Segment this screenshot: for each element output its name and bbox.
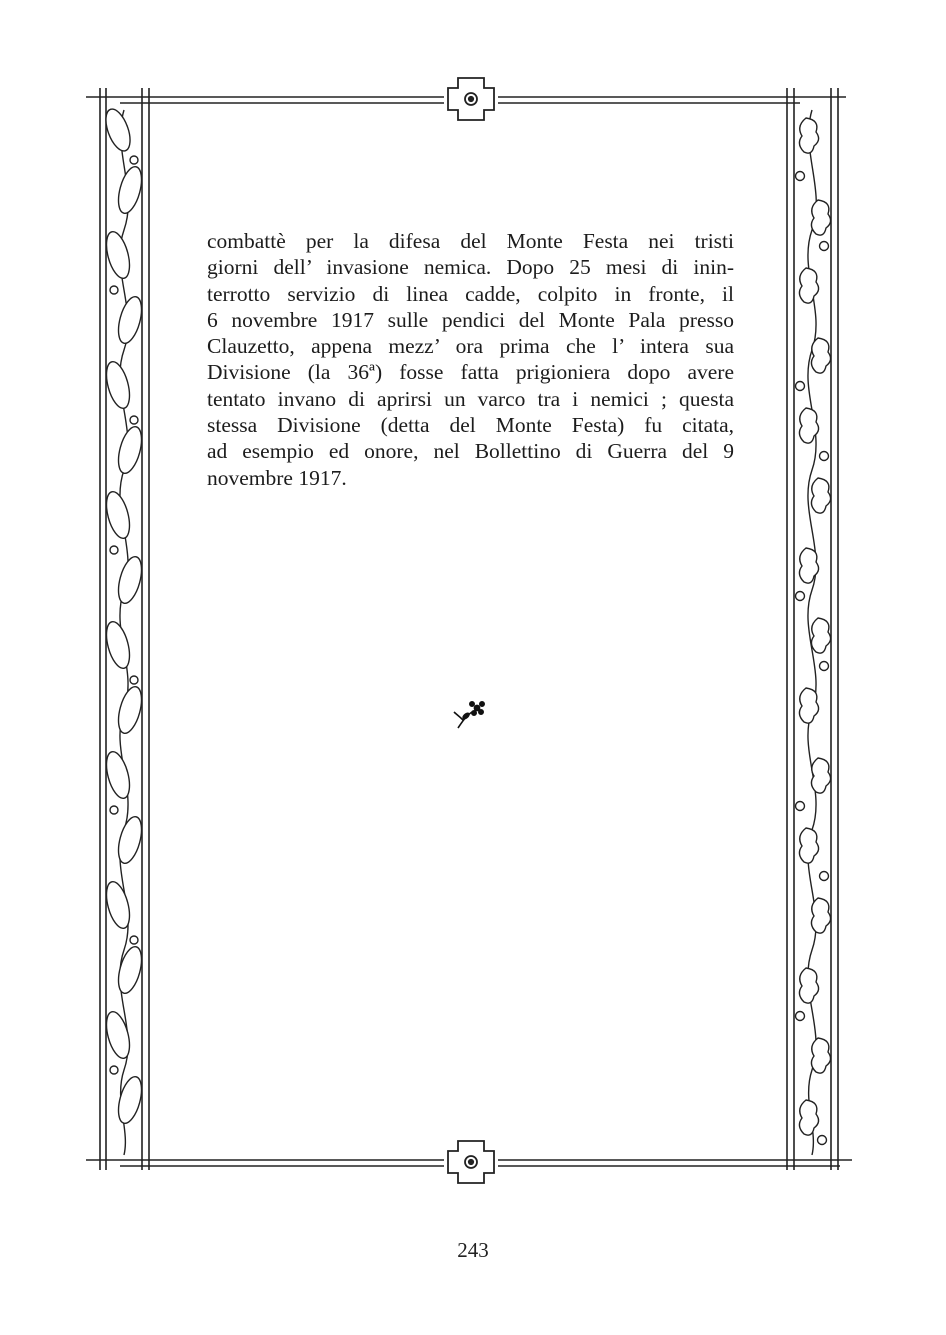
text-line: stessa Divisione (detta del Monte Festa) fu citata, [207, 413, 734, 438]
text-line: Divisione (la 36ª) fosse fatta prigioniera dopo avere [207, 360, 734, 385]
text-line: Clauzetto, appena mezz’ ora prima che l’ intera sua [207, 334, 734, 359]
text-line: tentato invano di aprirsi un varco tra i nemici ; questa [207, 386, 734, 411]
text-line: novembre 1917. [207, 465, 347, 490]
cross-ornament-top-icon [448, 78, 494, 120]
body-paragraph [207, 228, 734, 491]
text-line: 6 novembre 1917 sulle pendici del Monte Pala presso [207, 307, 734, 332]
text-line: combattè per la difesa del Monte Festa nei tristi [207, 229, 734, 253]
text-line: ad esempio ed onore, nel Bollettino di Guerra del 9 [207, 439, 734, 464]
text-line: giorni dell’ invasione nemica. Dopo 25 mesi di inin- [207, 255, 734, 280]
cross-ornament-bottom-icon [448, 1141, 494, 1183]
page-number: 243 [457, 1238, 489, 1262]
left-vine-ornament-icon [101, 106, 146, 1155]
flower-fleuron-icon [454, 702, 484, 728]
text-line: terrotto servizio di linea cadde, colpito in fronte, il [207, 281, 734, 306]
right-vine-ornament-icon [796, 110, 831, 1155]
